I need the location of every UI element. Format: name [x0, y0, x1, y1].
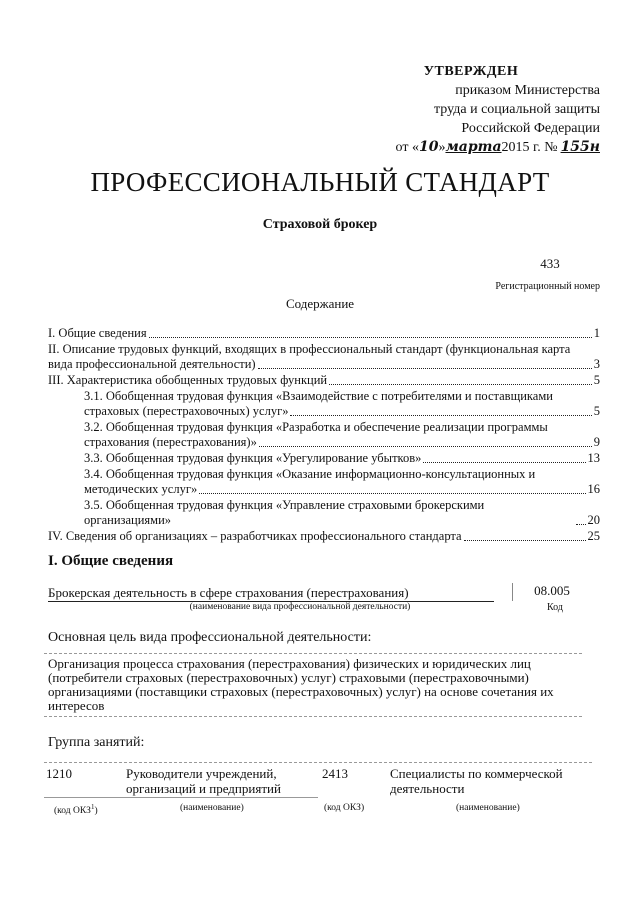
- toc-entry-text-cont: страховых (перестраховочных) услуг»: [84, 404, 289, 418]
- toc-entry-text: III. Характеристика обобщенных трудовых функций: [48, 373, 328, 387]
- activity-kind-field: Брокерская деятельность в сфере страхования (перестрахования): [48, 585, 494, 602]
- toc-entry-text: 3.4. Обобщенная трудовая функция «Оказание информационно-консультационных и: [84, 467, 536, 481]
- toc-page: 3: [593, 357, 600, 371]
- row-divider: [44, 797, 318, 798]
- approval-line-1: приказом Министерства: [455, 83, 600, 98]
- registration-label: Регистрационный номер: [495, 281, 600, 292]
- activity-code: 08.005: [512, 583, 591, 601]
- toc-page: 20: [587, 513, 600, 527]
- okz-code-caption-2: (код ОКЗ): [324, 803, 365, 813]
- goal-text: Организация процесса страхования (перестрахования) физических и юридических лиц (потребители страховых (перестраховочных) услуг) страховыми (перестраховочными) организациями (поставщики страховых (перестраховочных) услуг) на основе сочетания их интересов: [44, 653, 582, 717]
- toc-leader: [259, 446, 592, 447]
- date-prefix: от «: [395, 140, 419, 155]
- toc-entry-3-4[interactable]: [48, 467, 600, 497]
- toc-entry-text: 3.3. Обобщенная трудовая функция «Урегулирование убытков»: [84, 451, 422, 465]
- handwritten-month: марта: [445, 139, 502, 155]
- date-mid: »: [438, 140, 446, 155]
- approval-line-2: труда и социальной защиты: [434, 102, 600, 117]
- toc-leader: [290, 415, 591, 416]
- okz-code-caption: (код ОКЗ$^1$): [54, 803, 98, 817]
- toc-entry-3-3[interactable]: [48, 451, 600, 466]
- toc-entry-text-cont: методических услуг»: [84, 482, 198, 496]
- approval-block: [360, 62, 600, 157]
- toc-entry-text: 3.2. Обобщенная трудовая функция «Разработка и обеспечение реализации программы: [84, 420, 548, 434]
- activity-kind-caption: (наименование вида профессиональной деятельности): [189, 602, 411, 612]
- section-heading: I. Общие сведения: [48, 553, 174, 569]
- toc-leader: [329, 384, 592, 385]
- handwritten-day: 10: [418, 139, 439, 155]
- goal-label: Основная цель вида профессиональной деятельности:: [48, 630, 372, 645]
- toc-leader: [576, 524, 586, 525]
- toc-leader: [258, 368, 592, 369]
- registration-number: 433: [540, 256, 560, 271]
- handwritten-order-number: 155н: [560, 139, 600, 155]
- toc-page: 1: [593, 326, 600, 340]
- approval-date-line: [360, 138, 600, 157]
- toc-entry-text: IV. Сведения об организациях – разработчиках профессионального стандарта: [48, 529, 462, 543]
- toc-entry-1[interactable]: [48, 326, 600, 341]
- toc-entry-3-2[interactable]: [48, 420, 600, 450]
- toc-page: 5: [593, 404, 600, 418]
- toc-page: 9: [593, 435, 600, 449]
- approval-heading: УТВЕРЖДЕН: [423, 64, 519, 79]
- occupation-name-1: Руководители учреждений, организаций и предприятий: [126, 766, 281, 796]
- date-year: 2015 г. №: [501, 140, 558, 155]
- toc-page: 25: [587, 529, 600, 543]
- toc-entry-2[interactable]: [48, 342, 600, 372]
- toc-entry-text: II. Описание трудовых функций, входящих в профессиональный стандарт (функциональная карта: [48, 342, 571, 356]
- toc-entry-3[interactable]: [48, 373, 600, 388]
- group-label: Группа занятий:: [48, 735, 145, 750]
- table-of-contents: [48, 326, 600, 545]
- toc-leader: [149, 337, 592, 338]
- document-subtitle: Страховой брокер: [262, 217, 378, 232]
- toc-entry-3-1[interactable]: [48, 389, 600, 419]
- toc-leader: [199, 493, 585, 494]
- occupation-group-table: [44, 762, 592, 823]
- toc-leader: [464, 540, 586, 541]
- toc-entry-text: 3.1. Обобщенная трудовая функция «Взаимодействие с потребителями и поставщиками: [84, 389, 553, 403]
- toc-entry-text-cont: вида профессиональной деятельности): [48, 357, 256, 371]
- approval-line-3: Российской Федерации: [461, 121, 600, 136]
- toc-entry-text: I. Общие сведения: [48, 326, 147, 340]
- name-caption-2: (наименование): [456, 803, 520, 813]
- toc-page: 5: [593, 373, 600, 387]
- occupation-name-2: Специалисты по коммерческой деятельности: [390, 766, 563, 796]
- code-caption: Код: [547, 602, 563, 613]
- occupation-code-1: 1210: [46, 766, 72, 781]
- toc-entry-4[interactable]: [48, 529, 600, 544]
- toc-entry-3-5[interactable]: [48, 498, 600, 528]
- contents-heading: Содержание: [285, 296, 355, 311]
- document-title: ПРОФЕССИОНАЛЬНЫЙ СТАНДАРТ: [90, 167, 550, 197]
- name-caption-1: (наименование): [180, 803, 244, 813]
- toc-leader: [423, 462, 585, 463]
- toc-entry-text: 3.5. Обобщенная трудовая функция «Управление страховыми брокерскими организациями»: [84, 498, 485, 527]
- toc-page: 13: [587, 451, 600, 465]
- footnote-mark: 1: [90, 803, 95, 811]
- occupation-code-2: 2413: [322, 766, 348, 781]
- toc-entry-text-cont: страхования (перестрахования)»: [84, 435, 257, 449]
- toc-page: 16: [587, 482, 600, 496]
